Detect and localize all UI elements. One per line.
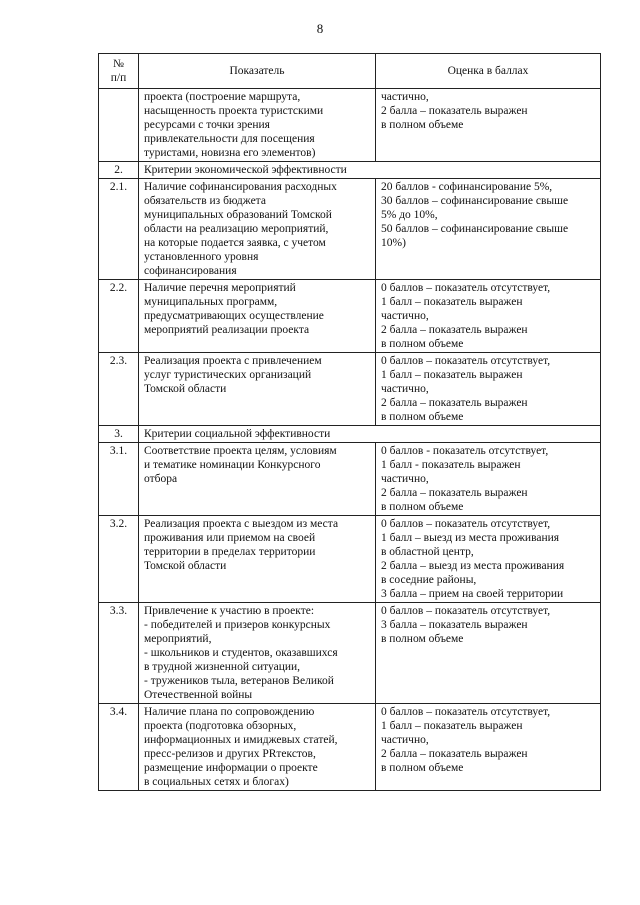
score-cell [376,353,601,426]
score-line: частично, [381,734,429,746]
indicator-cell [139,443,376,516]
indicator-line: услуг туристических организаций [144,369,312,381]
indicator-line: территории в пределах территории [144,546,316,558]
score-cell [376,603,601,704]
header-number-line: п/п [110,72,127,84]
indicator-line: проекта (подготовка обзорных, [144,720,297,732]
indicator-line: мероприятий, [144,633,212,645]
indicator-line: в трудной жизненной ситуации, [144,661,301,673]
score-line: частично, [381,91,429,103]
score-line: 2 балла – показатель выражен [381,487,528,499]
score-line: в полном объеме [381,501,464,513]
score-line: 5% до 10%, [381,209,438,221]
score-cell [376,179,601,280]
indicator-line: информационных и имиджевых статей, [144,734,338,746]
indicator-line: Томской области [144,560,227,572]
indicator-line: туристами, новизна его элементов) [144,147,316,159]
row-number: 3.1. [99,443,139,516]
indicator-line: установленного уровня [144,251,259,263]
row-number [99,89,139,162]
table-row [99,603,601,704]
indicator-line: размещение информации о проекте [144,762,318,774]
indicator-cell [139,89,376,162]
row-number: 3. [99,426,139,443]
indicator-cell [139,704,376,791]
indicator-line: Отечественной войны [144,689,253,701]
indicator-line: Наличие плана по сопровождению [144,706,315,718]
indicator-line: - школьников и студентов, оказавшихся [144,647,338,659]
score-line: в полном объеме [381,338,464,350]
score-line: 0 баллов – показатель отсутствует, [381,282,551,294]
section-title: Критерии экономической эффективности [139,162,601,179]
indicator-line: на которые подается заявка, с учетом [144,237,326,249]
score-cell [376,280,601,353]
score-cell [376,516,601,603]
table-row [99,516,601,603]
score-line: 50 баллов – софинансирование свыше [381,223,569,235]
indicator-line: Томской области [144,383,227,395]
indicator-line: области на реализацию мероприятий, [144,223,329,235]
indicator-line: насыщенность проекта туристскими [144,105,324,117]
table-row [99,353,601,426]
score-cell [376,704,601,791]
row-number: 2.1. [99,179,139,280]
indicator-line: - победителей и призеров конкурсных [144,619,331,631]
table-row [99,89,601,162]
section-title: Критерии социальной эффективности [139,426,601,443]
table-row [99,704,601,791]
score-cell [376,89,601,162]
row-number: 2.3. [99,353,139,426]
header-indicator: Показатель [139,54,376,89]
indicator-line: пресс-релизов и других PRтекстов, [144,748,316,760]
header-number [99,54,139,89]
score-line: 2 балла – показатель выражен [381,748,528,760]
score-line: частично, [381,310,429,322]
score-line: в полном объеме [381,411,464,423]
indicator-line: и тематике номинации Конкурсного [144,459,321,471]
indicator-line: муниципальных программ, [144,296,278,308]
indicator-line: Наличие перечня мероприятий [144,282,296,294]
indicator-line: проекта (построение маршрута, [144,91,301,103]
score-line: 2 балла – выезд из места проживания [381,560,565,572]
page-number: 8 [316,21,324,36]
score-line: 2 балла – показатель выражен [381,324,528,336]
score-line: 3 балла – прием на своей территории [381,588,564,600]
indicator-line: Реализация проекта с выездом из места [144,518,339,530]
indicator-line: Соответствие проекта целям, условиям [144,445,337,457]
table-header-row [99,54,601,89]
indicator-cell [139,353,376,426]
indicator-line: проживания или приемом на своей [144,532,316,544]
score-line: 3 балла – показатель выражен [381,619,528,631]
indicator-line: привлекательности для посещения [144,133,315,145]
score-line: в полном объеме [381,762,464,774]
score-line: в полном объеме [381,633,464,645]
score-line: 0 баллов – показатель отсутствует, [381,605,551,617]
score-cell [376,443,601,516]
indicator-line: муниципальных образований Томской [144,209,332,221]
indicator-cell [139,603,376,704]
header-score: Оценка в баллах [376,54,601,89]
score-line: частично, [381,383,429,395]
indicator-line: в социальных сетях и блогах) [144,776,289,788]
score-line: частично, [381,473,429,485]
row-number: 3.2. [99,516,139,603]
score-line: в полном объеме [381,119,464,131]
section-row [99,162,601,179]
score-line: 1 балл – показатель выражен [381,720,523,732]
score-line: в областной центр, [381,546,474,558]
score-line: 0 баллов – показатель отсутствует, [381,706,551,718]
indicator-line: ресурсами с точки зрения [144,119,270,131]
indicator-line: отбора [144,473,178,485]
score-line: 2 балла – показатель выражен [381,105,528,117]
indicator-line: Реализация проекта с привлечением [144,355,322,367]
score-line: 30 баллов – софинансирование свыше [381,195,569,207]
indicator-line: Привлечение к участию в проекте: [144,605,315,617]
score-line: 0 баллов - показатель отсутствует, [381,445,549,457]
row-number: 2.2. [99,280,139,353]
indicator-cell [139,516,376,603]
table-row [99,443,601,516]
score-line: 20 баллов - софинансирование 5%, [381,181,553,193]
indicator-line: Наличие софинансирования расходных [144,181,337,193]
indicator-line: - тружеников тыла, ветеранов Великой [144,675,334,687]
row-number: 3.4. [99,704,139,791]
indicator-line: софинансирования [144,265,237,277]
criteria-table [98,53,601,791]
score-line: 0 баллов – показатель отсутствует, [381,355,551,367]
row-number: 2. [99,162,139,179]
indicator-line: предусматривающих осуществление [144,310,324,322]
indicator-cell [139,280,376,353]
indicator-line: мероприятий реализации проекта [144,324,310,336]
header-number-line: № [113,58,124,70]
score-line: в соседние районы, [381,574,477,586]
table-row [99,179,601,280]
score-line: 10%) [381,237,406,249]
row-number: 3.3. [99,603,139,704]
indicator-cell [139,179,376,280]
indicator-line: обязательств из бюджета [144,195,266,207]
score-line: 0 баллов – показатель отсутствует, [381,518,551,530]
score-line: 1 балл – показатель выражен [381,369,523,381]
score-line: 1 балл - показатель выражен [381,459,521,471]
table-row [99,280,601,353]
score-line: 1 балл – показатель выражен [381,296,523,308]
score-line: 1 балл – выезд из места проживания [381,532,560,544]
score-line: 2 балла – показатель выражен [381,397,528,409]
section-row [99,426,601,443]
